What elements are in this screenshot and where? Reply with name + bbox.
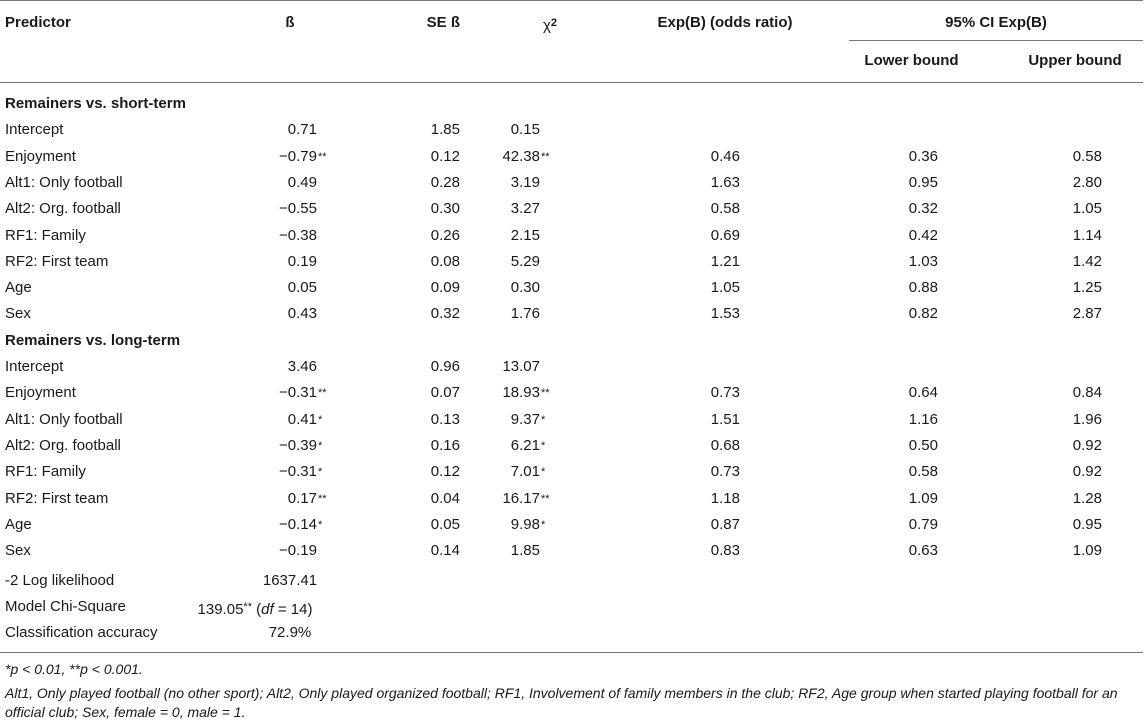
row-beta — [205, 200, 317, 218]
row-beta-sig: ** — [318, 493, 327, 505]
row-upper-bound: 1.42 — [1072, 253, 1102, 270]
row-beta — [205, 305, 317, 323]
row-beta-value: −0.55 — [279, 200, 317, 217]
row-predictor: RF2: First team — [5, 490, 109, 507]
row-beta — [205, 227, 317, 245]
row-predictor: RF2: First team — [5, 253, 109, 270]
header-se-beta: SE ß — [426, 14, 460, 31]
log-likelihood-value: 1637.41 — [262, 572, 318, 589]
row-predictor: Intercept — [5, 121, 64, 138]
row-lower-bound: 1.16 — [908, 411, 938, 428]
row-lower-bound: 0.64 — [908, 384, 938, 401]
row-chi-value: 6.21 — [510, 437, 540, 454]
row-upper-bound: 2.87 — [1072, 305, 1102, 322]
row-chi — [480, 516, 546, 534]
row-lower-bound: 0.32 — [908, 200, 938, 217]
row-se: 0.05 — [430, 516, 460, 533]
row-chi — [480, 384, 550, 402]
header-upper-bound: Upper bound — [1028, 52, 1122, 69]
row-se: 0.07 — [430, 384, 460, 401]
row-beta-sig: * — [318, 466, 323, 478]
header-predictor: Predictor — [5, 14, 71, 31]
row-upper-bound: 0.95 — [1072, 516, 1102, 533]
row-beta-value: 0.19 — [287, 253, 317, 270]
row-chi — [480, 490, 550, 508]
section-title: Remainers vs. short-term — [5, 95, 186, 112]
accuracy-value: 72.9% — [268, 624, 312, 641]
row-se: 0.12 — [430, 463, 460, 480]
row-lower-bound: 0.82 — [908, 305, 938, 322]
row-upper-bound: 2.80 — [1072, 174, 1102, 191]
row-exp-b: 0.58 — [710, 200, 740, 217]
row-se: 0.14 — [430, 542, 460, 559]
row-chi-value: 5.29 — [510, 253, 540, 270]
row-beta-value: 0.49 — [287, 174, 317, 191]
row-exp-b: 1.18 — [710, 490, 740, 507]
row-beta-value: 0.41 — [287, 411, 317, 428]
row-beta — [205, 516, 323, 534]
row-beta — [205, 384, 327, 402]
row-lower-bound: 0.50 — [908, 437, 938, 454]
row-exp-b: 1.53 — [710, 305, 740, 322]
row-beta — [205, 490, 327, 508]
row-predictor: Sex — [5, 305, 31, 322]
row-upper-bound: 1.14 — [1072, 227, 1102, 244]
row-lower-bound: 0.58 — [908, 463, 938, 480]
row-chi — [480, 542, 540, 560]
model-chi-df-open: ( — [251, 601, 262, 618]
row-chi — [480, 227, 540, 245]
row-chi-sig: * — [541, 466, 546, 478]
row-chi-value: 0.30 — [510, 279, 540, 296]
row-beta-sig: * — [318, 440, 323, 452]
row-exp-b: 0.73 — [710, 463, 740, 480]
section-title: Remainers vs. long-term — [5, 332, 181, 349]
row-predictor: Alt1: Only football — [5, 174, 123, 191]
row-chi — [480, 358, 540, 376]
row-exp-b: 0.87 — [710, 516, 740, 533]
row-beta-value: 3.46 — [287, 358, 317, 375]
row-exp-b: 0.69 — [710, 227, 740, 244]
model-chi-df-rest: = 14) — [273, 601, 313, 618]
row-exp-b: 0.46 — [710, 148, 740, 165]
model-chi-df-var: df — [261, 601, 274, 618]
row-se: 0.26 — [430, 227, 460, 244]
row-se: 0.13 — [430, 411, 460, 428]
row-beta-value: −0.79 — [279, 148, 317, 165]
row-exp-b: 0.83 — [710, 542, 740, 559]
row-predictor: Alt2: Org. football — [5, 200, 121, 217]
row-upper-bound: 1.25 — [1072, 279, 1102, 296]
row-chi-sig: * — [541, 440, 546, 452]
abbreviation-note: Alt1, Only played football (no other sport); Alt2, Only played organized football; RF1, Involvement of family members in the club; RF2, Age group when started playing football for an official club; Sex, female = 0, male = 1. — [5, 685, 1118, 720]
row-se: 0.12 — [430, 148, 460, 165]
row-chi-sig: ** — [541, 493, 550, 505]
row-beta-value: 0.43 — [287, 305, 317, 322]
row-beta-value: 0.17 — [287, 490, 317, 507]
row-chi-sig: ** — [541, 151, 550, 163]
row-upper-bound: 0.84 — [1072, 384, 1102, 401]
header-chi-square — [510, 14, 590, 35]
row-se: 0.09 — [430, 279, 460, 296]
row-exp-b: 0.73 — [710, 384, 740, 401]
row-se: 0.32 — [430, 305, 460, 322]
row-beta-value: −0.31 — [279, 463, 317, 480]
row-upper-bound: 0.58 — [1072, 148, 1102, 165]
row-beta-value: −0.31 — [279, 384, 317, 401]
row-beta — [205, 437, 323, 455]
row-upper-bound: 1.28 — [1072, 490, 1102, 507]
row-chi-sig: * — [541, 519, 546, 531]
row-chi — [480, 200, 540, 218]
row-beta-value: −0.19 — [279, 542, 317, 559]
model-chi-sig: ** — [243, 601, 252, 613]
header-chi-symbol: χ — [543, 17, 551, 34]
row-se: 0.28 — [430, 174, 460, 191]
row-upper-bound: 0.92 — [1072, 463, 1102, 480]
row-beta-value: −0.38 — [279, 227, 317, 244]
row-beta-sig: ** — [318, 151, 327, 163]
row-predictor: RF1: Family — [5, 463, 86, 480]
header-exp-b: Exp(B) (odds ratio) — [657, 14, 793, 31]
row-beta-sig: * — [318, 519, 323, 531]
row-se: 0.16 — [430, 437, 460, 454]
row-beta-sig: * — [318, 414, 323, 426]
row-chi-value: 7.01 — [510, 463, 540, 480]
top-rule — [0, 0, 1143, 1]
row-chi-value: 2.15 — [510, 227, 540, 244]
row-se: 0.04 — [430, 490, 460, 507]
row-chi — [480, 253, 540, 271]
row-beta-sig: ** — [318, 387, 327, 399]
row-upper-bound: 1.96 — [1072, 411, 1102, 428]
row-predictor: Intercept — [5, 358, 64, 375]
row-chi-value: 18.93 — [502, 384, 540, 401]
row-upper-bound: 1.05 — [1072, 200, 1102, 217]
row-chi — [480, 305, 540, 323]
row-lower-bound: 0.36 — [908, 148, 938, 165]
row-lower-bound: 0.95 — [908, 174, 938, 191]
model-chi-value — [130, 598, 380, 619]
row-se: 1.85 — [430, 121, 460, 138]
row-se: 0.96 — [430, 358, 460, 375]
row-chi-value: 9.37 — [510, 411, 540, 428]
row-predictor: Enjoyment — [5, 384, 76, 401]
row-chi-value: 3.19 — [510, 174, 540, 191]
row-beta-value: 0.71 — [287, 121, 317, 138]
row-predictor: Enjoyment — [5, 148, 76, 165]
row-beta — [205, 121, 317, 139]
row-exp-b: 1.51 — [710, 411, 740, 428]
row-beta — [205, 358, 317, 376]
row-chi-value: 1.76 — [510, 305, 540, 322]
row-exp-b: 1.21 — [710, 253, 740, 270]
row-beta-value: −0.14 — [279, 516, 317, 533]
row-lower-bound: 1.03 — [908, 253, 938, 270]
row-beta — [205, 148, 327, 166]
row-beta — [205, 174, 317, 192]
significance-note: *p < 0.01, **p < 0.001. — [5, 661, 143, 677]
row-chi — [480, 437, 546, 455]
row-predictor: Age — [5, 279, 32, 296]
row-exp-b: 0.68 — [710, 437, 740, 454]
row-chi-sig: * — [541, 414, 546, 426]
row-lower-bound: 0.63 — [908, 542, 938, 559]
row-beta — [205, 542, 317, 560]
row-chi — [480, 148, 550, 166]
log-likelihood-label: -2 Log likelihood — [5, 572, 115, 589]
row-beta-value: 0.05 — [287, 279, 317, 296]
row-exp-b: 1.05 — [710, 279, 740, 296]
row-predictor: RF1: Family — [5, 227, 86, 244]
row-beta — [205, 411, 323, 429]
row-chi-value: 9.98 — [510, 516, 540, 533]
row-chi — [480, 174, 540, 192]
row-chi-value: 0.15 — [510, 121, 540, 138]
header-chi-superscript: 2 — [550, 17, 557, 29]
row-chi — [480, 463, 546, 481]
row-se: 0.30 — [430, 200, 460, 217]
row-beta — [205, 279, 317, 297]
row-upper-bound: 1.09 — [1072, 542, 1102, 559]
row-chi-sig: ** — [541, 387, 550, 399]
accuracy-label: Classification accuracy — [5, 624, 158, 641]
row-predictor: Sex — [5, 542, 31, 559]
row-chi-value: 1.85 — [510, 542, 540, 559]
model-chi-label: Model Chi-Square — [5, 598, 126, 615]
header-beta: ß — [285, 14, 295, 31]
row-beta — [205, 463, 323, 481]
row-beta — [205, 253, 317, 271]
header-ci: 95% CI Exp(B) — [945, 14, 1047, 31]
bottom-rule — [0, 652, 1143, 653]
row-chi — [480, 411, 546, 429]
row-chi-value: 13.07 — [502, 358, 540, 375]
row-se: 0.08 — [430, 253, 460, 270]
row-lower-bound: 0.42 — [908, 227, 938, 244]
ci-subrule — [849, 40, 1143, 41]
row-lower-bound: 1.09 — [908, 490, 938, 507]
row-predictor: Alt1: Only football — [5, 411, 123, 428]
header-rule — [0, 82, 1143, 83]
row-chi-value: 16.17 — [502, 490, 540, 507]
model-chi-number: 139.05 — [197, 601, 244, 618]
row-beta-value: −0.39 — [279, 437, 317, 454]
row-upper-bound: 0.92 — [1072, 437, 1102, 454]
row-predictor: Alt2: Org. football — [5, 437, 121, 454]
row-chi — [480, 121, 540, 139]
row-lower-bound: 0.79 — [908, 516, 938, 533]
row-chi — [480, 279, 540, 297]
header-lower-bound: Lower bound — [864, 52, 959, 69]
row-chi-value: 3.27 — [510, 200, 540, 217]
row-lower-bound: 0.88 — [908, 279, 938, 296]
row-chi-value: 42.38 — [502, 148, 540, 165]
row-exp-b: 1.63 — [710, 174, 740, 191]
row-predictor: Age — [5, 516, 32, 533]
